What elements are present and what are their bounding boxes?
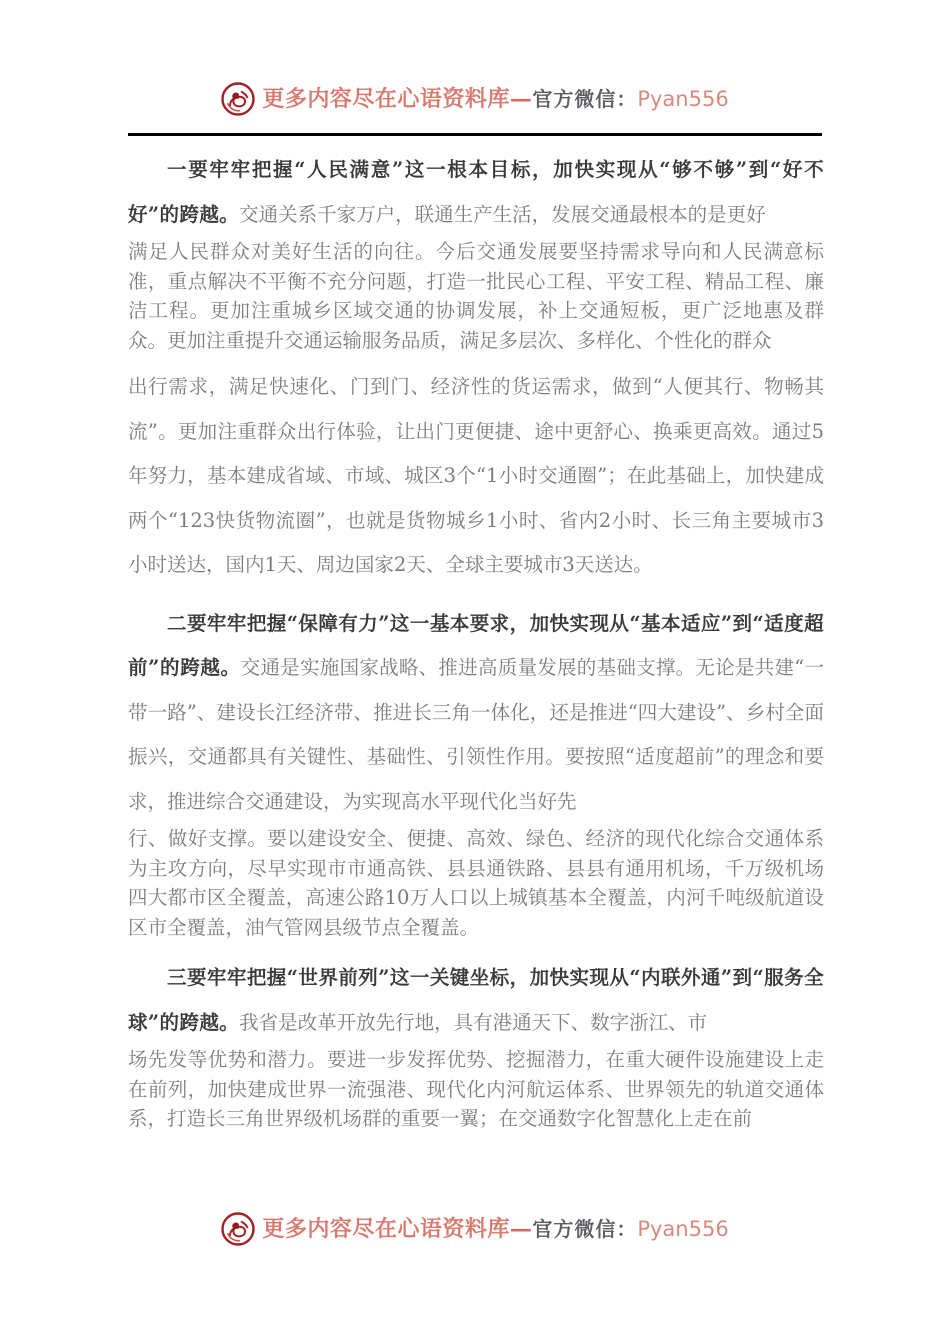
section-three-heading: 三要牢牢把握“世界前列”这一关键坐标，加快实现从“内联外通”到“服务全球”的跨越。 (128, 966, 824, 1034)
header-watermark (0, 82, 950, 116)
watermark-sub-text: 官方微信： (532, 1217, 638, 1241)
section-two-opening (128, 602, 824, 825)
section-one-para-3: 出行需求，满足快速化、门到门、经济性的货运需求，做到“人便其行、物畅其流”。更加注重群众出行体验，让出门更便捷、途中更舒心、换乘更高效。通过5年努力，基本建成省域、市域、城区3个“1小时交通圈”；在此基础上，加快建成两个“123快货物流圈”，也就是货物城乡1小时、省内2小时、长三角主要城市3小时送达，国内1天、周边国家2天、全球主要城市3天送达。 (128, 375, 824, 576)
section-one-para-1: 交通关系千家万户，联通生产生活，发展交通最根本的是更好 (239, 202, 766, 226)
watermark-sub-text: 官方微信： (532, 87, 638, 111)
section-three-para-2: 场先发等优势和潜力。要进一步发挥优势、挖掘潜力，在重大硬件设施建设上走在前列，加快建成世界一流强港、现代化内河航运体系、世界领先的轨道交通体系，打造长三角世界级机场群的重要一翼；在交通数字化智慧化上走在前 (128, 1048, 824, 1130)
watermark-main-text: 更多内容尽在心语资料库 (262, 1216, 510, 1242)
section-two-para-2: 行、做好支撑。要以建设安全、便捷、高效、绿色、经济的现代化综合交通体系为主攻方向，尽早实现市市通高铁、县县通铁路、县县有通用机场，千万级机场四大都市区全覆盖，高速公路10万人口以上城镇基本全覆盖，内河千吨级航道设区市全覆盖，油气管网县级节点全覆盖。 (128, 827, 824, 939)
footer-watermark (0, 1212, 950, 1246)
watermark-account-id: Pyan556 (637, 1216, 729, 1241)
section-two-heading: 二要牢牢把握“保障有力”这一基本要求，加快实现从“基本适应”到“适度超前”的跨越。 (128, 611, 824, 679)
watermark-separator: — (509, 86, 533, 112)
spiral-seal-logo-icon (221, 82, 255, 116)
section-three-para-1: 我省是改革开放先行地，具有港通天下、数字浙江、市 (239, 1010, 708, 1034)
document-body (128, 148, 824, 1134)
watermark-account-id: Pyan556 (637, 86, 729, 111)
section-three-opening (128, 956, 824, 1045)
watermark-separator: — (509, 1216, 533, 1242)
header-divider (128, 133, 822, 136)
section-two-para-1: 交通是实施国家战略、推进高质量发展的基础支撑。无论是共建“一带一路”、建设长江经济带、推进长三角一体化，还是推进“四大建设”、乡村全面振兴，交通都具有关键性、基础性、引领性作用。要按照“适度超前”的理念和要求，推进综合交通建设，为实现高水平现代化当好先 (128, 656, 824, 813)
section-one-para-2: 满足人民群众对美好生活的向往。今后交通发展要坚持需求导向和人民满意标准，重点解决不平衡不充分问题，打造一批民心工程、平安工程、精品工程、廉洁工程。更加注重城乡区域交通的协调发展，补上交通短板，更广泛地惠及群众。更加注重提升交通运输服务品质，满足多层次、多样化、个性化的群众 (128, 240, 824, 352)
section-one-opening (128, 148, 824, 237)
watermark-main-text: 更多内容尽在心语资料库 (262, 86, 510, 112)
section-one-heading: 一要牢牢把握“人民满意”这一根本目标，加快实现从“够不够”到“好不好”的跨越。 (128, 158, 824, 226)
spiral-seal-logo-icon (221, 1212, 255, 1246)
